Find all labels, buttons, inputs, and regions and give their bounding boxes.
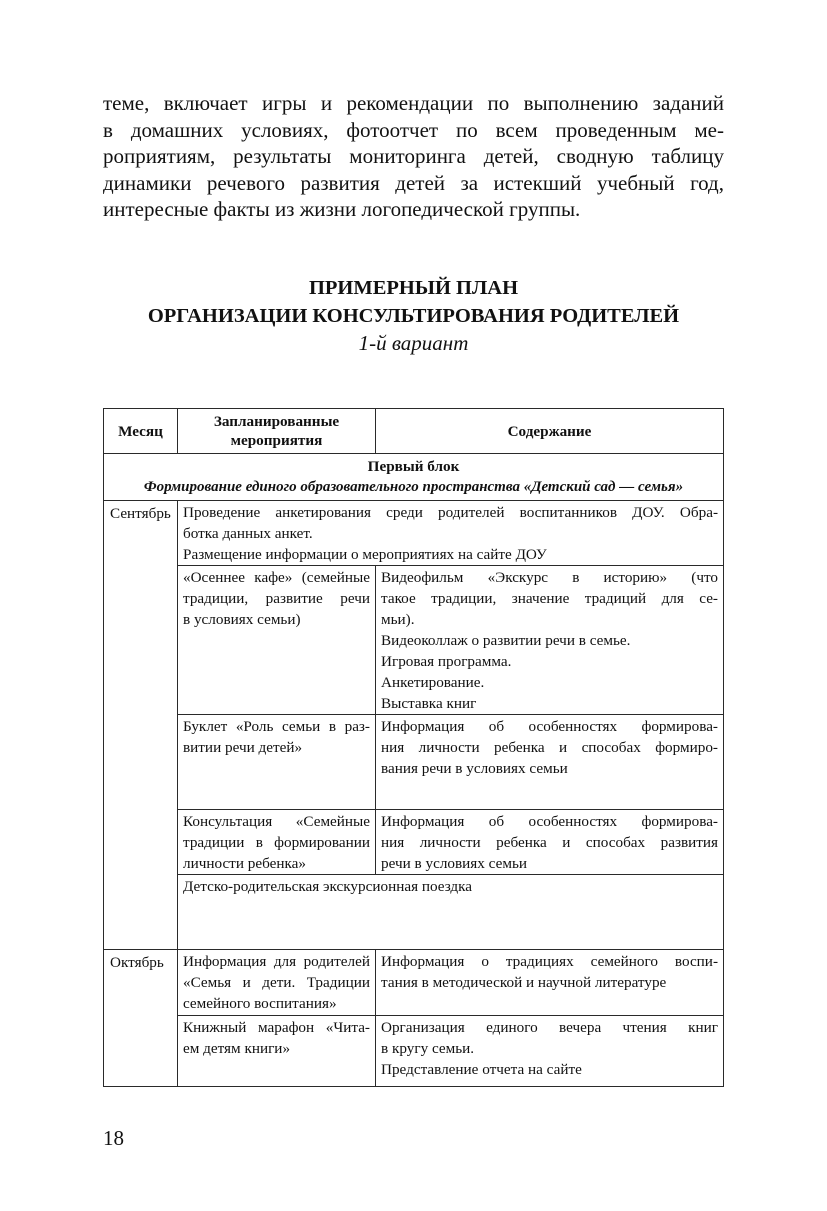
cell-line: Видеофильм «Экскурс в историю» (что (381, 569, 718, 586)
month-september: Сентябрь (104, 501, 178, 950)
table-row (104, 501, 724, 566)
cell-line: в кругу семьи. (381, 1040, 475, 1057)
header-events (178, 409, 376, 454)
block-cell (104, 454, 724, 501)
block-subtitle: Формирование единого образовательного пространства «Детский сад — семья» (143, 479, 684, 495)
header-events-line2: мероприятия (230, 432, 323, 449)
cell-line: витии речи детей» (183, 739, 303, 756)
heading-subtitle: 1-й вариант (358, 331, 469, 355)
intro-line: теме, включает игры и рекомендации по выполнению заданий (103, 91, 724, 115)
table-row (104, 715, 724, 810)
cell-line: Видеоколлаж о развитии речи в семье. (381, 632, 631, 649)
consultation-plan-table (103, 408, 724, 1087)
heading-title-line1: ПРИМЕРНЫЙ ПЛАН (308, 277, 519, 299)
month-october: Октябрь (104, 950, 178, 1087)
content-cell (376, 810, 724, 875)
header-content: Содержание (376, 409, 724, 454)
cell-line: Проведение анкетирования среди родителей воспитанников ДОУ. Обра- (183, 504, 718, 521)
content-cell (376, 950, 724, 1016)
cell-line: Консультация «Семейные (183, 813, 370, 830)
cell-line: Организация единого вечера чтения книг (381, 1019, 718, 1036)
cell-line: традиции, развитие речи (183, 590, 370, 607)
table-header-row (104, 409, 724, 454)
event-cell (178, 810, 376, 875)
cell-line: Книжный марафон «Чита- (183, 1019, 370, 1036)
header-events-line1: Запланированные (213, 413, 340, 430)
event-cell (178, 566, 376, 715)
event-cell (178, 950, 376, 1016)
section-heading (103, 274, 724, 356)
intro-line: динамики речевого развития детей за истекший учебный год, (103, 170, 724, 195)
content-cell (376, 715, 724, 810)
page-number: 18 (103, 1126, 124, 1150)
cell-line: Детско-родительская экскурсионная поездка (183, 878, 473, 895)
header-month: Месяц (104, 409, 178, 454)
cell-line: ботка данных анкет. (183, 525, 313, 542)
cell-line: ния личности ребенка и способах развития (381, 834, 718, 851)
cell-line: Игровая программа. (381, 653, 512, 670)
cell-line: такое традиции, значение традиций для се- (381, 590, 718, 607)
content-cell (376, 1016, 724, 1087)
merged-cell (178, 501, 724, 566)
table-row (104, 1016, 724, 1087)
cell-line: личности ребенка» (183, 855, 306, 872)
intro-line: роприятиям, результаты мониторинга детей, сводную таблицу (103, 144, 724, 168)
cell-line: традиции в формировании (183, 834, 370, 851)
cell-line: Буклет «Роль семьи в раз- (183, 718, 370, 735)
intro-line: интересные факты из жизни логопедической группы. (103, 197, 581, 221)
table-row (104, 566, 724, 715)
intro-paragraph (103, 90, 724, 223)
cell-line: в условиях семьи) (183, 611, 301, 628)
cell-line: Выставка книг (381, 695, 477, 712)
cell-line: вания речи в условиях семьи (381, 760, 568, 777)
cell-line: Анкетирование. (381, 674, 485, 691)
heading-title-line2: ОРГАНИЗАЦИИ КОНСУЛЬТИРОВАНИЯ РОДИТЕЛЕЙ (147, 305, 680, 327)
cell-line: Информация для родителей (183, 953, 370, 970)
cell-line: семейного воспитания» (183, 995, 337, 1012)
content-cell (376, 566, 724, 715)
cell-line: ем детям книги» (183, 1040, 291, 1057)
event-cell (178, 1016, 376, 1087)
cell-line: речи в условиях семьи (381, 855, 528, 872)
table-row (104, 950, 724, 1016)
table-row (104, 875, 724, 950)
cell-line: «Семья и дети. Традиции (183, 974, 370, 991)
table-row (104, 810, 724, 875)
cell-line: Представление отчета на сайте (381, 1061, 582, 1078)
block-title: Первый блок (367, 458, 460, 475)
block-row (104, 454, 724, 501)
cell-line: Размещение информации о мероприятиях на сайте ДОУ (183, 546, 547, 563)
cell-line: тания в методической и научной литературе (381, 974, 667, 991)
merged-cell (178, 875, 724, 950)
cell-line: мьи). (381, 611, 415, 628)
intro-line: в домашних условиях, фотоотчет по всем проведенным ме- (103, 117, 724, 142)
cell-line: Информация о традициях семейного воспи- (381, 953, 718, 970)
cell-line: «Осеннее кафе» (семейные (183, 569, 370, 586)
cell-line: Информация об особенностях формирова- (381, 718, 718, 735)
cell-line: ния личности ребенка и способах формиро- (381, 739, 718, 756)
event-cell (178, 715, 376, 810)
cell-line: Информация об особенностях формирова- (381, 813, 718, 830)
